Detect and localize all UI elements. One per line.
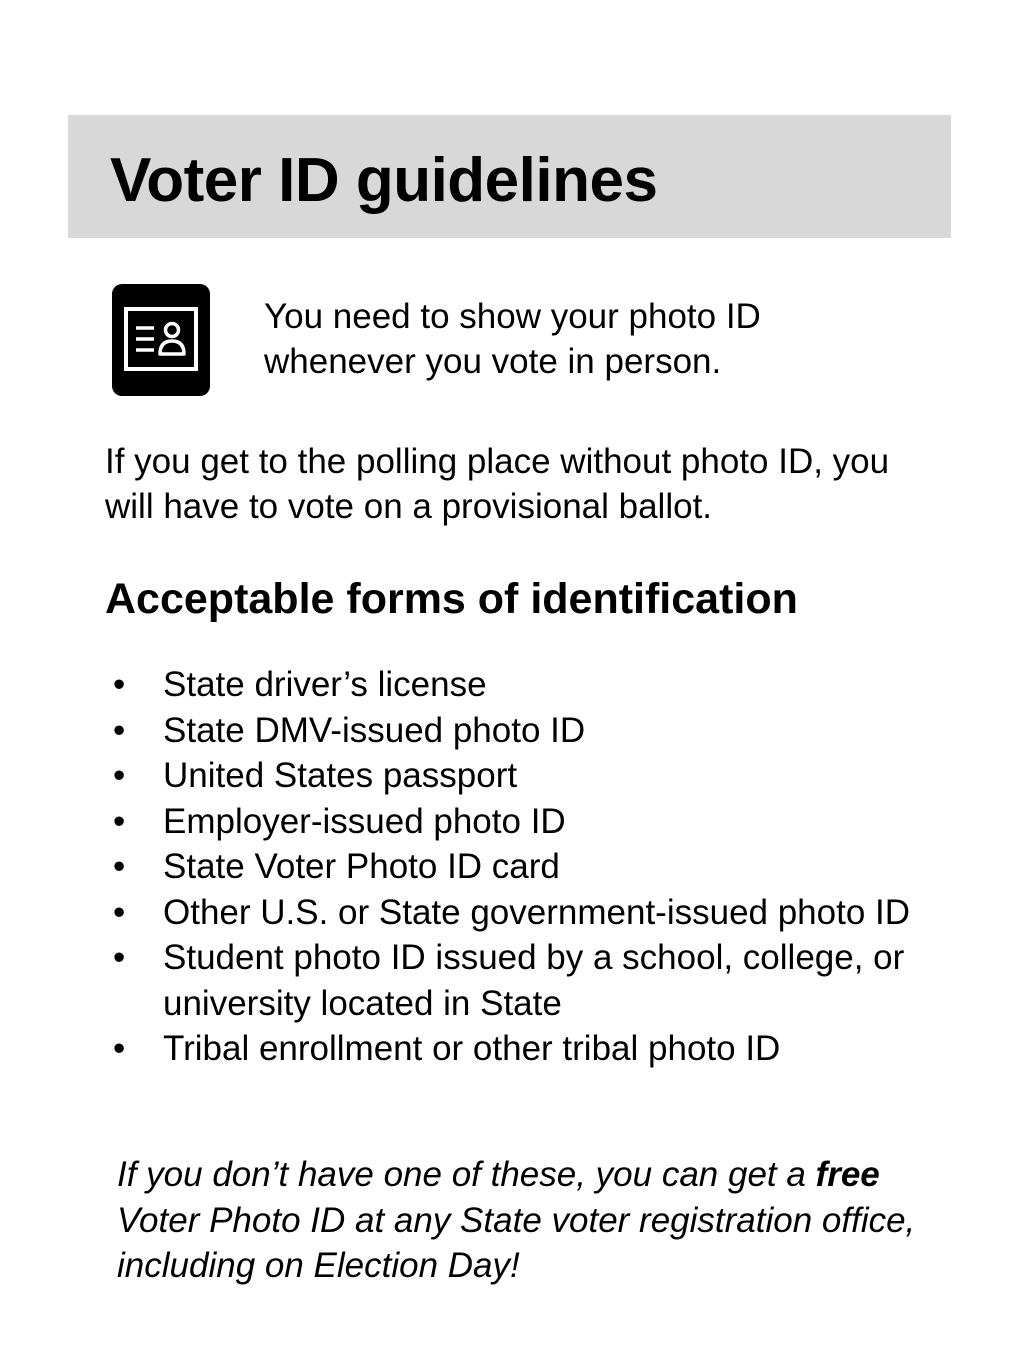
list-item: • State DMV-issued photo ID	[105, 708, 965, 754]
intro-text-line-1: You need to show your photo ID	[264, 297, 761, 336]
free-note-part-2: Voter Photo ID at any State voter registration office, including on Election Day!	[117, 1200, 916, 1285]
list-item: • Employer-issued photo ID	[105, 799, 965, 845]
list-item: • Student photo ID issued by a school, college, or university located in State	[105, 935, 965, 1026]
provisional-ballot-text	[105, 439, 985, 529]
list-item: • Tribal enrollment or other tribal photo ID	[105, 1026, 965, 1072]
intro-text-line-2: whenever you vote in person.	[264, 342, 722, 381]
acceptable-ids-list	[105, 662, 965, 1072]
provisional-text-line-1: If you get to the polling place without photo ID, you	[105, 442, 890, 481]
intro-text	[264, 294, 944, 384]
title-banner	[68, 115, 951, 238]
free-note-part-1: If you don’t have one of these, you can get a	[117, 1155, 816, 1194]
id-card-icon	[112, 284, 210, 396]
acceptable-ids-heading: Acceptable forms of identification	[105, 575, 798, 623]
provisional-text-line-2: will have to vote on a provisional ballot.	[105, 487, 713, 526]
page-title: Voter ID guidelines	[110, 146, 658, 215]
list-item: • United States passport	[105, 753, 965, 799]
free-voter-id-note	[117, 1152, 967, 1289]
list-item: • State Voter Photo ID card	[105, 844, 965, 890]
free-emphasis: free	[815, 1155, 880, 1194]
list-item: • Other U.S. or State government-issued photo ID	[105, 890, 965, 936]
list-item: • State driver’s license	[105, 662, 965, 708]
